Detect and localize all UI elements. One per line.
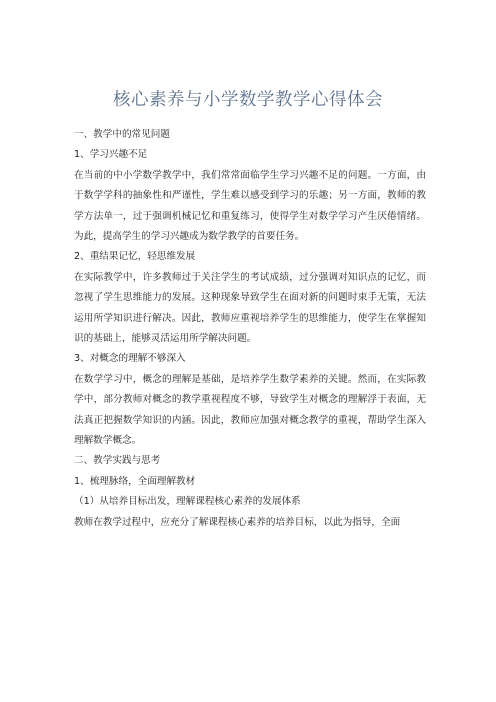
document-title: 核心素养与小学数学教学心得体会 xyxy=(113,90,383,110)
section-heading-1: 一、教学中的常见问题 xyxy=(74,129,170,140)
section-heading-2: 二、教学实践与思考 xyxy=(74,455,161,467)
subsection-heading-2-1: 1、梳理脉络，全面理解教材 xyxy=(74,475,196,487)
subsection-heading-1-1: 1、学习兴趣不足 xyxy=(74,149,148,161)
paragraph-1-2: 在实际教学中，许多教师过于关注学生的考试成绩，过分强调对知识点的记忆，而忽视了学生思维能力的发展。这种现象导致学生在面对新的问题时束手无策，无法运用所学知识进行解决。因此，教师应重视培养学生的思维能力，使学生在掌握知识的基础上，能够灵活运用所学解决问题。 xyxy=(74,271,426,345)
subsection-heading-2-1-1: （1）从培养目标出发，理解课程核心素养的发展体系 xyxy=(74,496,301,508)
subsection-heading-1-2: 2、重结果记忆，轻思维发展 xyxy=(74,251,196,263)
document-body xyxy=(74,125,426,533)
subsection-heading-1-3: 3、对概念的理解不够深入 xyxy=(74,353,186,365)
paragraph-1-1: 在当前的中小学数学教学中，我们常常面临学生学习兴趣不足的问题。一方面，由于数学学科的抽象性和严谨性，学生难以感受到学习的乐趣；另一方面，教师的教学方法单一，过于强调机械记忆和重复练习，使得学生对数学学习产生厌倦情绪。为此，提高学生的学习兴趣成为数学教学的首要任务。 xyxy=(74,169,426,242)
paragraph-1-3: 在数学学习中，概念的理解是基础，是培养学生数学素养的关键。然而，在实际教学中，部分教师对概念的教学重视程度不够，导致学生对概念的理解浮于表面，无法真正把握数学知识的内涵。因此，教师应加强对概念教学的重视，帮助学生深入理解数学概念。 xyxy=(74,373,426,447)
paragraph-2-1-1: 教师在教学过程中，应充分了解课程核心素养的培养目标，以此为指导，全面 xyxy=(74,516,401,528)
